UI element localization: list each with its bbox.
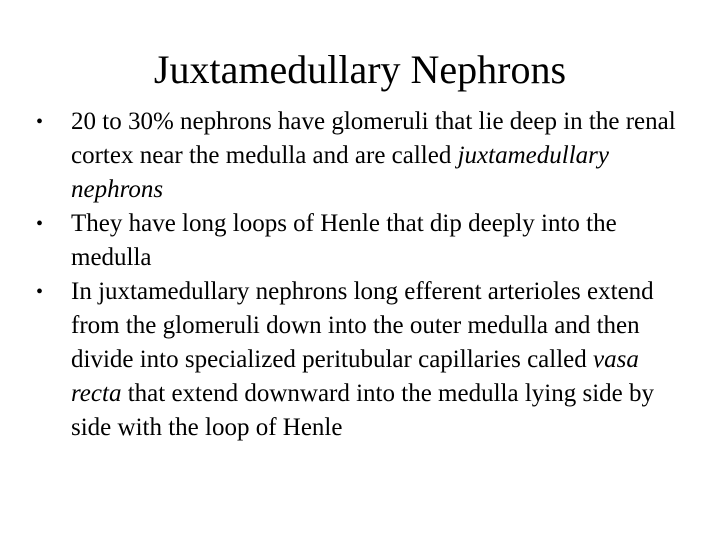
bullet-text: They have long loops of Henle that dip deeply into the medulla: [71, 210, 617, 271]
bullet-item-2: [36, 207, 686, 275]
bullet-marker-icon: •: [36, 281, 44, 303]
bullet-marker-icon: •: [36, 111, 44, 133]
bullet-italic-term: vasa recta: [71, 346, 639, 407]
slide-title: Juxtamedullary Nephrons: [153, 47, 567, 92]
bullet-item-1: [36, 105, 686, 207]
bullet-text-continued: that extend downward into the medulla lying side by side with the loop of Henle: [71, 380, 654, 441]
bullet-italic-term: juxtamedullary nephrons: [71, 142, 609, 203]
bullet-text: 20 to 30% nephrons have glomeruli that lie deep in the renal cortex near the medulla and are called: [71, 108, 676, 169]
bullet-item-3: [36, 275, 686, 445]
bullet-marker-icon: •: [36, 213, 44, 235]
bullet-list: [36, 105, 686, 445]
bullet-text: In juxtamedullary nephrons long efferent arterioles extend from the glomeruli down into the outer medulla and then divide into specialized peritubular capillaries called: [71, 278, 654, 373]
